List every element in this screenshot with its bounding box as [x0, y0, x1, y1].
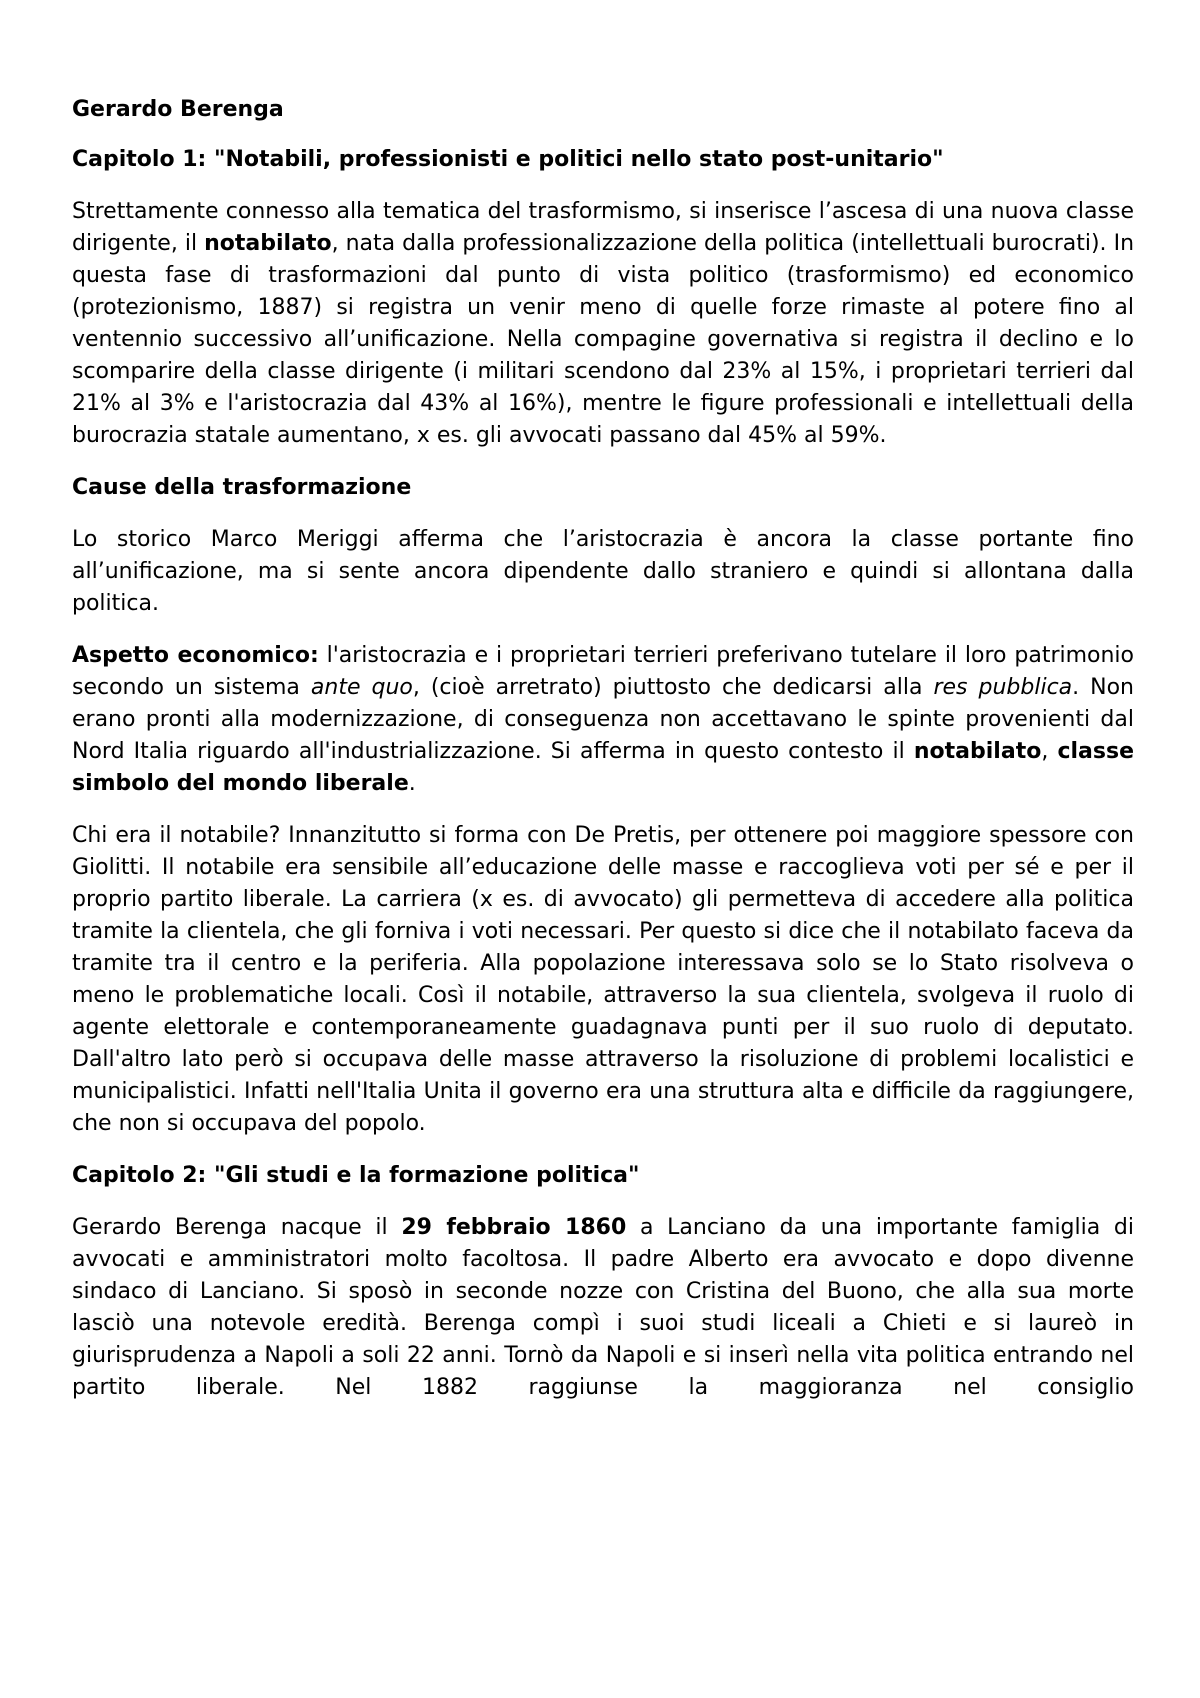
text-run: . Non erano pronti alla modernizzazione, di conseguenza non accettavano le spinte provenienti dal Nord Italia riguardo all'industrializzazione. Si afferma in questo contesto il — [72, 675, 1135, 764]
bold-term: notabilato — [204, 231, 332, 256]
text-run: . — [408, 771, 416, 796]
italic-term: ante quo — [310, 675, 413, 700]
chapter-2-paragraph-1 — [72, 1212, 1134, 1404]
text-run: a Lanciano da una importante famiglia di avvocati e amministratori molto facoltosa. Il padre Alberto era avvocato e dopo divenne sindaco di Lanciano. Si sposò in seconde nozze con Cristina del Buono, che alla sua morte lasciò una notevole eredità. Berenga compì i suoi studi liceali a Chieti e si laureò in giurisprudenza a Napoli a soli 22 anni. Tornò da Napoli e si inserì nella vita politica entrando nel partito liberale. Nel 1882 raggiunse la maggioranza nel consiglio — [72, 1215, 1135, 1400]
italic-term: res pubblica — [933, 675, 1073, 700]
chapter-1-paragraph-1 — [72, 196, 1134, 452]
text-run: , (cioè arretrato) piuttosto che dedicarsi alla — [412, 675, 934, 700]
bold-label: Aspetto economico: — [72, 643, 319, 668]
text-run: , — [1041, 739, 1058, 764]
text-run: Strettamente connesso alla tematica del trasformismo, si inserisce l’ascesa di una nuova classe dirigente, il — [72, 199, 1134, 256]
chapter-1-paragraph-4: Chi era il notabile? Innanzitutto si forma con De Pretis, per ottenere poi maggiore spessore con Giolitti. Il notabile era sensibile all’educazione delle masse e raccoglieva voti per sé e per il proprio partito liberale. La carriera (x es. di avvocato) gli permetteva di accedere alla politica tramite la clientela, che gli forniva i voti necessari. Per questo si dice che il notabilato faceva da tramite tra il centro e la periferia. Alla popolazione interessava solo se lo Stato risolveva o meno le problematiche locali. Così il notabile, attraverso la sua clientela, svolgeva il ruolo di agente elettorale e contemporaneamente guadagnava punti per il suo ruolo di deputato. Dall'altro lato però si occupava delle masse attraverso la risoluzione di problemi localistici e municipalistici. Infatti nell'Italia Unita il governo era una struttura alta e difficile da raggiungere, che non si occupava del popolo. — [72, 823, 1134, 1136]
text-run: , nata dalla professionalizzazione della politica (intellettuali burocrati). In questa fase di trasformazioni dal punto di vista politico (trasformismo) ed economico (protezionismo, 1887) si registra un venir meno di quelle forze rimaste al potere fino al ventennio successivo all’unificazione. Nella compagine governativa si registra il declino e lo scomparire della classe dirigente (i militari scendono dal 23% al 15%, i proprietari terrieri dal 21% al 3% e l'aristocrazia dal 43% al 16%), mentre le figure professionali e intellettuali della burocrazia statale aumentano, x es. gli avvocati passano dal 45% al 59%. — [72, 231, 1135, 448]
chapter-1-heading: Capitolo 1: "Notabili, professionisti e politici nello stato post-unitario" — [72, 147, 944, 172]
text-run: l'aristocrazia e i proprietari terrieri preferivano tutelare il loro patrimonio secondo un sistema — [72, 643, 1135, 700]
document-page — [72, 94, 1134, 1424]
bold-term: classe simbolo del mondo liberale — [72, 739, 1134, 796]
bold-term: notabilato — [913, 739, 1042, 764]
chapter-2-heading: Capitolo 2: "Gli studi e la formazione politica" — [72, 1163, 640, 1188]
bold-date: 29 febbraio 1860 — [401, 1215, 627, 1240]
document-title: Gerardo Berenga — [72, 97, 284, 122]
chapter-1-paragraph-3 — [72, 640, 1134, 800]
section-heading-cause: Cause della trasformazione — [72, 475, 412, 500]
chapter-1-paragraph-2: Lo storico Marco Meriggi afferma che l’aristocrazia è ancora la classe portante fino all’unificazione, ma si sente ancora dipendente dallo straniero e quindi si allontana dalla politica. — [72, 527, 1134, 616]
text-run: Gerardo Berenga nacque il — [72, 1215, 402, 1240]
